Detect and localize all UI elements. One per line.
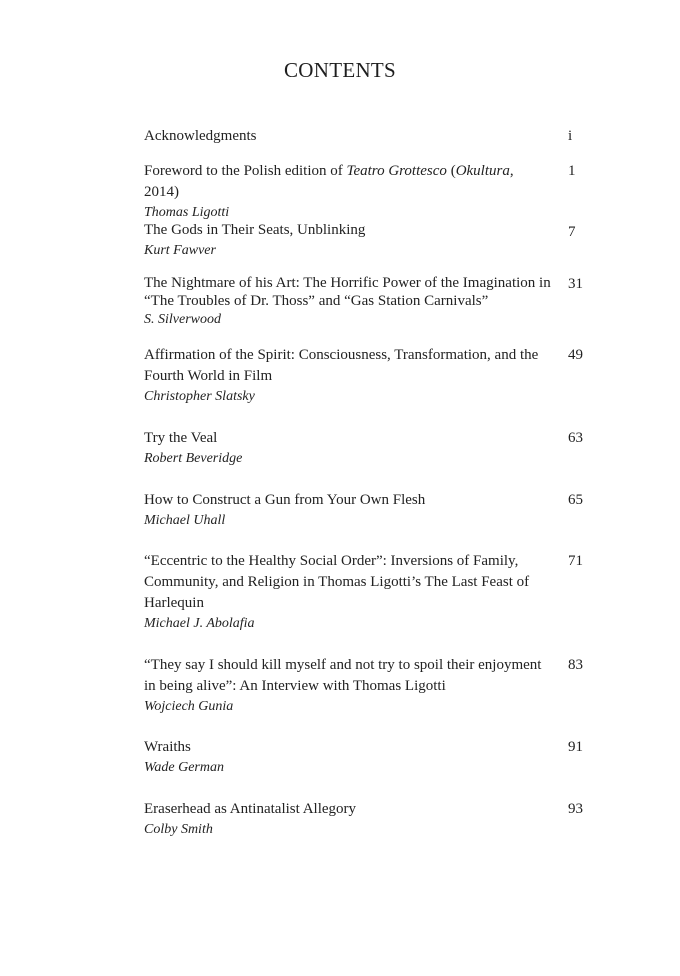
entry-page-number: 65 (568, 492, 583, 508)
entry-author: Michael Uhall (144, 513, 226, 528)
entry-author: Wojciech Gunia (144, 699, 234, 714)
entry-title: “Eccentric to the Healthy Social Order”: Inversions of Family, Community, and Religion in Thomas Ligotti’s The Last Feast of Harlequin (144, 553, 530, 611)
page-title: CONTENTS (283, 58, 397, 82)
entry-page-number: 1 (568, 163, 576, 179)
toc-entry-acknowledgments (144, 126, 584, 147)
toc-entry-wraiths (144, 737, 584, 778)
toc-entry-foreword (144, 161, 584, 223)
entry-title: Affirmation of the Spirit: Consciousness, Transformation, and the Fourth World in Film (144, 347, 539, 384)
toc-entry-gods-in-their-seats (144, 220, 584, 261)
entry-page-number: i (568, 128, 573, 144)
entry-title: How to Construct a Gun from Your Own Flesh (144, 492, 426, 508)
entry-author: Kurt Fawver (144, 243, 216, 258)
entry-title: The Gods in Their Seats, Unblinking (144, 222, 366, 238)
entry-title: Try the Veal (144, 430, 218, 446)
entry-page-number: 7 (568, 224, 576, 240)
entry-title: “They say I should kill myself and not try to spoil their enjoyment in being alive”: An Interview with Thomas Ligotti (144, 657, 542, 694)
entry-page-number: 93 (568, 801, 583, 817)
entry-author: Wade German (144, 760, 224, 775)
entry-title: Acknowledgments (144, 128, 257, 144)
entry-page-number: 91 (568, 739, 583, 755)
entry-page-number: 63 (568, 430, 583, 446)
entry-page-number: 71 (568, 553, 583, 569)
toc-entry-nightmare-of-his-art (144, 274, 584, 330)
toc-entry-interview-with-thomas-ligotti (144, 655, 584, 717)
toc-entry-eraserhead (144, 799, 584, 840)
entry-author: Christopher Slatsky (144, 389, 255, 404)
entry-page-number: 31 (568, 276, 583, 292)
entry-title: The Nightmare of his Art: The Horrific Power of the Imagination in “The Troubles of Dr. Thoss” and “Gas Station Carnivals” (144, 275, 551, 309)
toc-entry-affirmation-of-the-spirit (144, 345, 584, 407)
toc-entry-construct-a-gun (144, 490, 584, 531)
entry-title: Eraserhead as Antinatalist Allegory (144, 801, 357, 817)
entry-author: S. Silverwood (144, 312, 221, 327)
entry-page-number: 49 (568, 347, 583, 363)
entry-author: Robert Beveridge (144, 451, 243, 466)
entry-title: Wraiths (144, 739, 191, 755)
entry-title: Foreword to the Polish edition of Teatro Grottesco (Okultura, 2014) (144, 163, 514, 200)
entry-author: Colby Smith (144, 822, 213, 837)
toc-entry-try-the-veal (144, 428, 584, 469)
entry-author: Michael J. Abolafia (144, 616, 255, 631)
entry-page-number: 83 (568, 657, 583, 673)
toc-entry-eccentric-to-the-healthy-social-order (144, 551, 584, 634)
entry-author: Thomas Ligotti (144, 205, 230, 220)
